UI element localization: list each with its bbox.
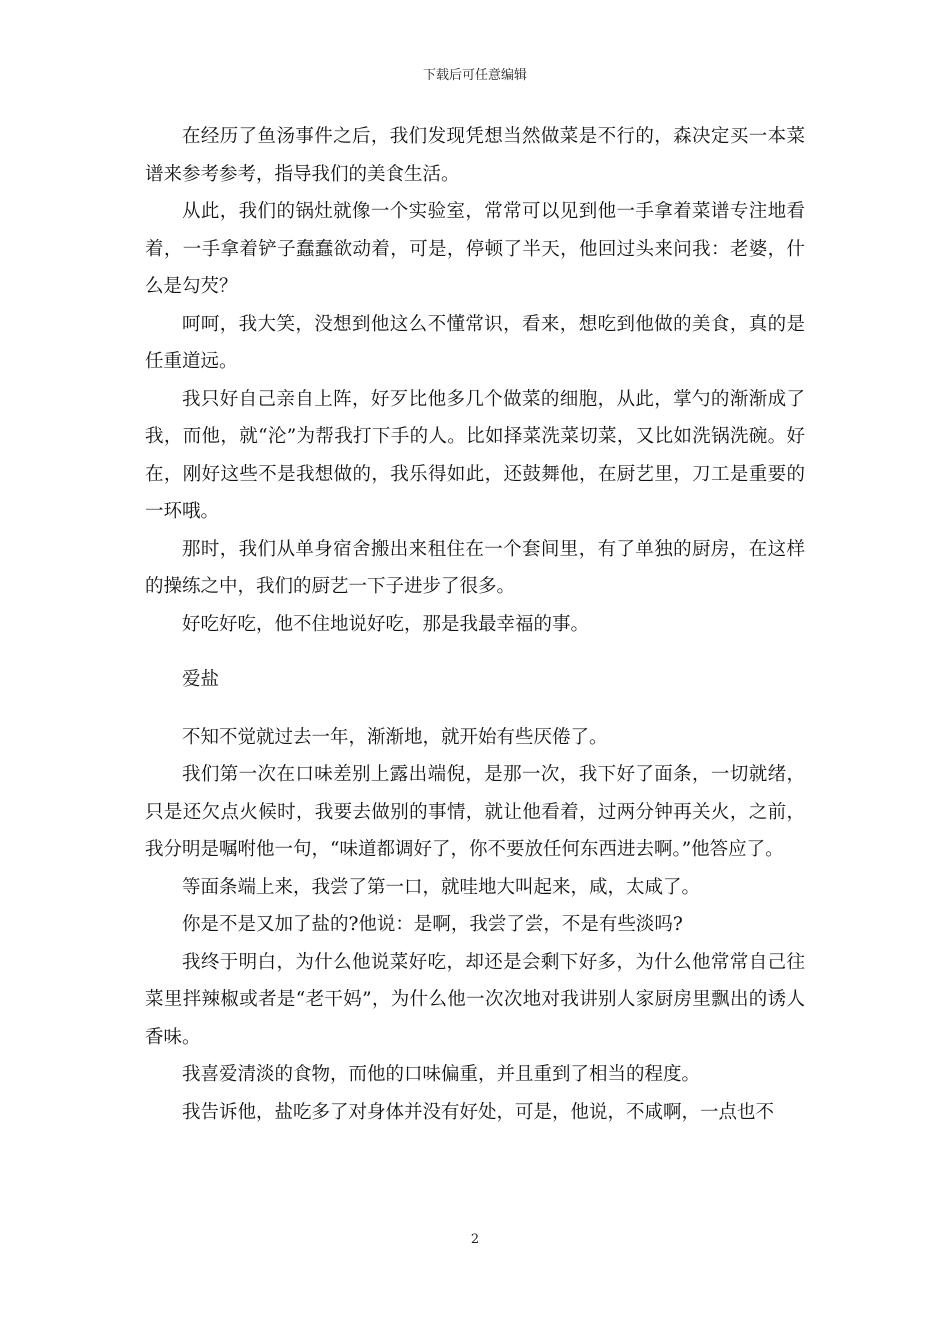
paragraph: 我们第一次在口味差别上露出端倪，是那一次，我下好了面条，一切就绪，只是还欠点火候时，我要去做别的事情，就让他看着，过两分钟再关火，之前，我分明是嘱咐他一句，“味道都调好了，你不要放任何东西进去啊。”他答应了。 [145,764,805,860]
paragraph: 好吃好吃，他不住地说好吃，那是我最幸福的事。 [182,613,590,635]
paragraph: 从此，我们的锅灶就像一个实验室，常常可以见到他一手拿着菜谱专注地看着，一手拿着铲子蠢蠢欲动着，可是，停顿了半天，他回过头来问我：老婆，什么是勾芡？ [145,201,805,297]
paragraph: 不知不觉就过去一年，渐渐地，就开始有些厌倦了。 [182,726,608,748]
paragraph: 你是不是又加了盐的?他说：是啊，我尝了尝，不是有些淡吗? [182,914,683,935]
paragraph: 我只好自己亲自上阵，好歹比他多几个做菜的细胞，从此，掌勺的渐渐成了我，而他，就“沦”为帮我打下手的人。比如择菜洗菜切菜，又比如洗锅洗碗。好在，刚好这些不是我想做的，我乐得如此，还鼓舞他，在厨艺里，刀工是重要的一环哦。 [145,388,805,522]
page-header: 下载后可任意编辑 [422,68,527,83]
page-number: 2 [470,1232,480,1247]
paragraph: 在经历了鱼汤事件之后，我们发现凭想当然做菜是不行的，森决定买一本菜谱来参考参考，指导我们的美食生活。 [145,126,805,185]
paragraph: 等面条端上来，我尝了第一口，就哇地大叫起来，咸，太咸了。 [182,876,701,898]
paragraph: 我喜爱清淡的食物，而他的口味偏重，并且重到了相当的程度。 [182,1064,701,1085]
paragraph: 我告诉他，盐吃多了对身体并没有好处，可是，他说，不咸啊，一点也不 [182,1101,775,1123]
document-body [145,118,805,1131]
section-heading: 爱盐 [182,669,220,690]
paragraph: 呵呵，我大笑，没想到他这么不懂常识，看来，想吃到他做的美食，真的是任重道远。 [145,313,805,372]
paragraph: 那时，我们从单身宿舍搬出来租住在一个套间里，有了单独的厨房，在这样的操练之中，我们的厨艺一下子进步了很多。 [145,538,805,597]
paragraph: 我终于明白，为什么他说菜好吃，却还是会剩下好多，为什么他常常自己往菜里拌辣椒或者是“老干妈”，为什么他一次次地对我讲别人家厨房里飘出的诱人香味。 [145,951,805,1048]
